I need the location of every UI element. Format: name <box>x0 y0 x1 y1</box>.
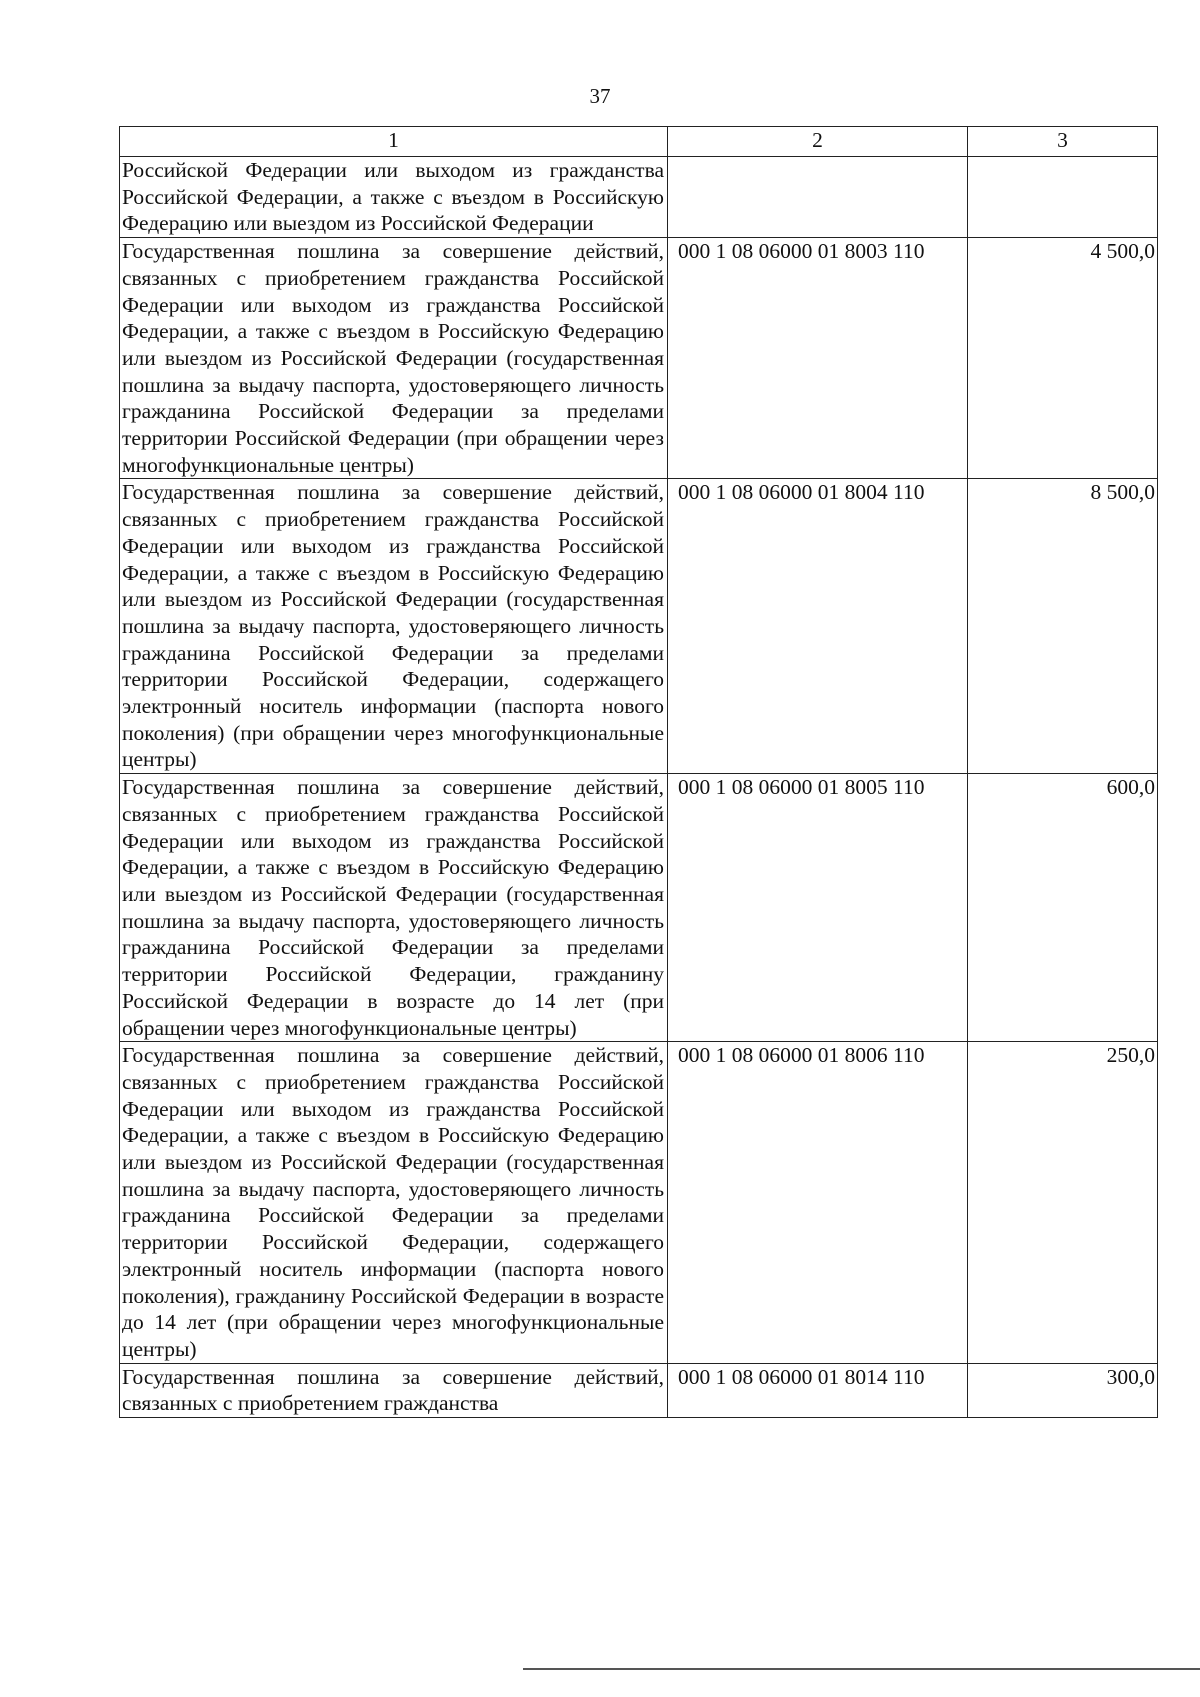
fee-description: Государственная пошлина за совершение действий, связанных с приобретением гражданства Российской Федерации или выходом из гражданства Российской Федерации, а также с въездом в Российскую Федерацию или выездом из Российской Федерации (государственная пошлина за выдачу паспорта, удостоверяющего личность гражданина Российской Федерации за пределами территории Российской Федерации (при обращении через многофункциональные центры) <box>120 238 668 479</box>
fee-description: Государственная пошлина за совершение действий, связанных с приобретением гражданства <box>120 1363 668 1417</box>
fee-amount: 600,0 <box>968 774 1158 1042</box>
table-row <box>120 1363 1158 1417</box>
budget-classification-code: 000 1 08 06000 01 8003 110 <box>668 238 968 479</box>
budget-classification-code: 000 1 08 06000 01 8006 110 <box>668 1042 968 1363</box>
table-row <box>120 238 1158 479</box>
fee-table <box>119 126 1158 1418</box>
bottom-rule <box>523 1668 1200 1670</box>
table-row <box>120 1042 1158 1363</box>
fee-amount: 250,0 <box>968 1042 1158 1363</box>
budget-classification-code: 000 1 08 06000 01 8005 110 <box>668 774 968 1042</box>
column-header-1: 1 <box>120 127 668 157</box>
page-number: 37 <box>589 84 611 108</box>
fee-amount: 8 500,0 <box>968 479 1158 774</box>
fee-description: Государственная пошлина за совершение действий, связанных с приобретением гражданства Российской Федерации или выходом из гражданства Российской Федерации, а также с въездом в Российскую Федерацию или выездом из Российской Федерации (государственная пошлина за выдачу паспорта, удостоверяющего личность гражданина Российской Федерации за пределами территории Российской Федерации, гражданину Российской Федерации в возрасте до 14 лет (при обращении через многофункциональные центры) <box>120 774 668 1042</box>
budget-classification-code <box>668 157 968 238</box>
table-header-row <box>120 127 1158 157</box>
fee-description: Российской Федерации или выходом из гражданства Российской Федерации, а также с въездом в Российскую Федерацию или выездом из Российской Федерации <box>120 157 668 238</box>
table-row <box>120 479 1158 774</box>
fee-amount: 4 500,0 <box>968 238 1158 479</box>
fee-amount <box>968 157 1158 238</box>
budget-classification-code: 000 1 08 06000 01 8014 110 <box>668 1363 968 1417</box>
fee-description: Государственная пошлина за совершение действий, связанных с приобретением гражданства Российской Федерации или выходом из гражданства Российской Федерации, а также с въездом в Российскую Федерацию или выездом из Российской Федерации (государственная пошлина за выдачу паспорта, удостоверяющего личность гражданина Российской Федерации за пределами территории Российской Федерации, содержащего электронный носитель информации (паспорта нового поколения) (при обращении через многофункциональные центры) <box>120 479 668 774</box>
budget-classification-code: 000 1 08 06000 01 8004 110 <box>668 479 968 774</box>
fee-description: Государственная пошлина за совершение действий, связанных с приобретением гражданства Российской Федерации или выходом из гражданства Российской Федерации, а также с въездом в Российскую Федерацию или выездом из Российской Федерации (государственная пошлина за выдачу паспорта, удостоверяющего личность гражданина Российской Федерации за пределами территории Российской Федерации, содержащего электронный носитель информации (паспорта нового поколения), гражданину Российской Федерации в возрасте до 14 лет (при обращении через многофункциональные центры) <box>120 1042 668 1363</box>
table-row <box>120 774 1158 1042</box>
fee-amount: 300,0 <box>968 1363 1158 1417</box>
column-header-3: 3 <box>968 127 1158 157</box>
column-header-2: 2 <box>668 127 968 157</box>
table-row <box>120 157 1158 238</box>
